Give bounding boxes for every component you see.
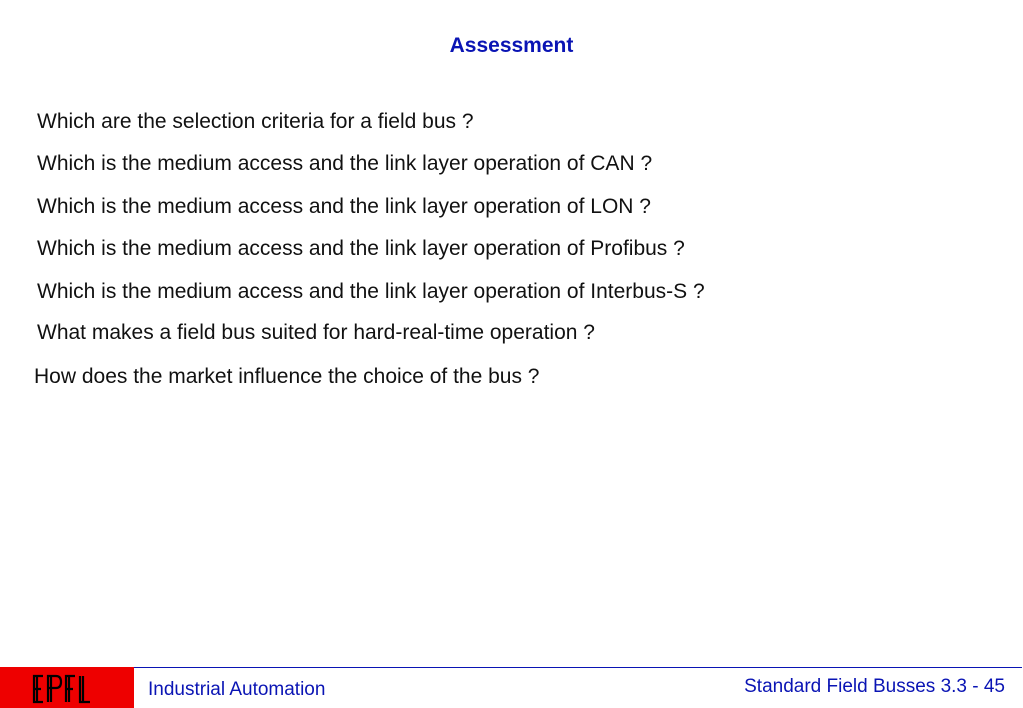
epfl-logo <box>0 667 134 708</box>
question-profibus: Which is the medium access and the link layer operation of Profibus ? <box>37 237 685 260</box>
footer-divider <box>134 667 1022 668</box>
question-interbus: Which is the medium access and the link layer operation of Interbus-S ? <box>37 280 705 303</box>
slide-title: Assessment <box>449 34 574 57</box>
question-lon: Which is the medium access and the link layer operation of LON ? <box>37 195 651 218</box>
footer-page-number: Standard Field Busses 3.3 - 45 <box>744 676 1005 697</box>
epfl-logo-icon <box>30 671 94 707</box>
question-can: Which is the medium access and the link layer operation of CAN ? <box>37 152 653 175</box>
question-hard-real-time: What makes a field bus suited for hard-real-time operation ? <box>37 321 595 344</box>
footer-course-title: Industrial Automation <box>148 679 326 700</box>
question-market: How does the market influence the choice of the bus ? <box>34 365 540 388</box>
question-selection-criteria: Which are the selection criteria for a field bus ? <box>37 110 474 133</box>
